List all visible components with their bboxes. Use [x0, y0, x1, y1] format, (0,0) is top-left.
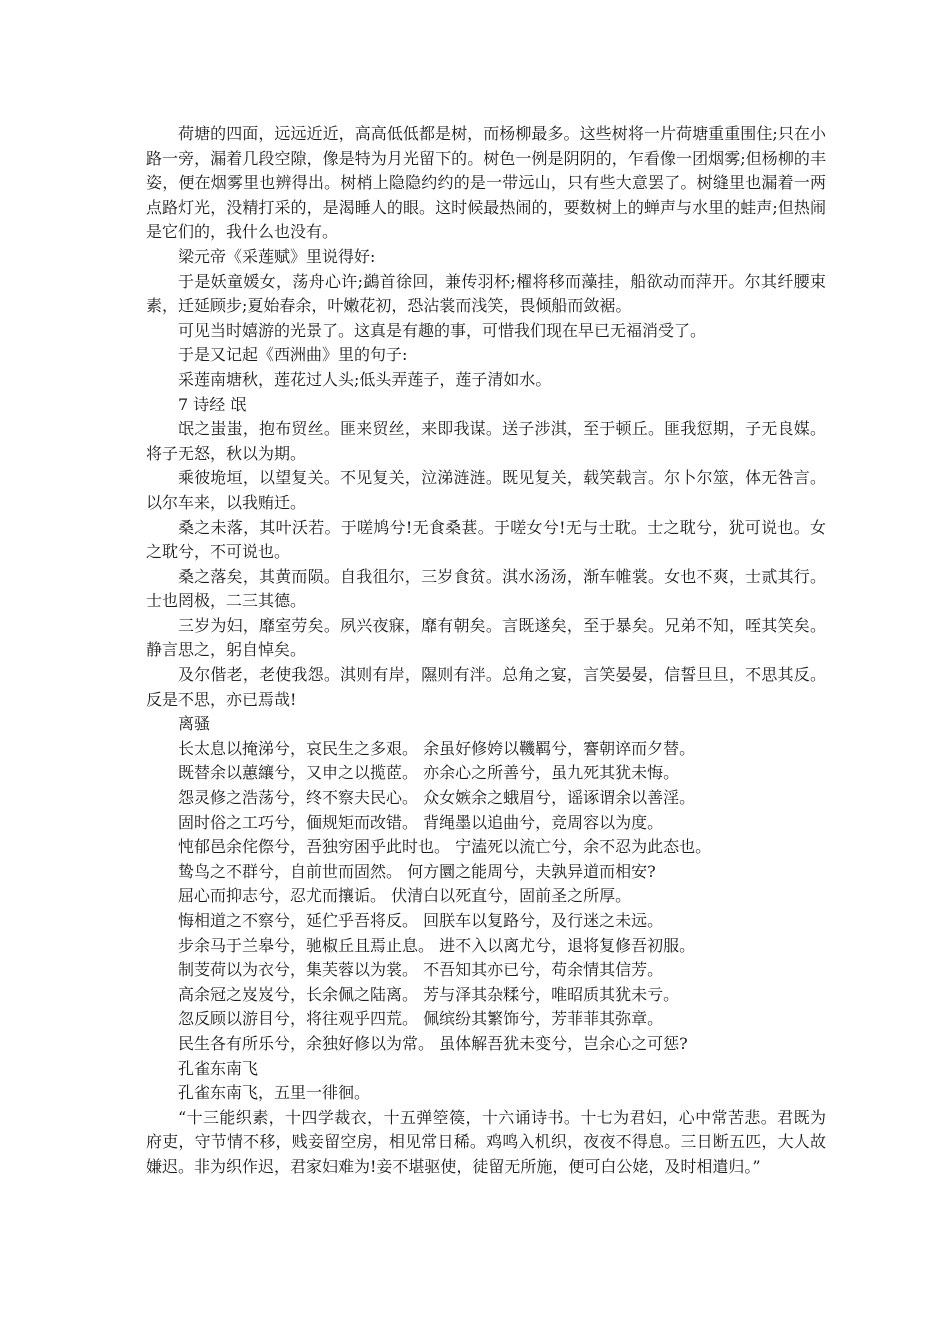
poem-line: 高余冠之岌岌兮，长余佩之陆离。 芳与泽其杂糅兮，唯昭质其犹未亏。 — [178, 984, 680, 1004]
poem-line: 民生各有所乐兮，余独好修以为常。 虽体解吾犹未变兮，岂余心之可惩? — [178, 1033, 688, 1053]
paragraph-keji: 可见当时嬉游的光景了。这真是有趣的事，可惜我们现在早已无福消受了。 — [178, 320, 707, 340]
poem-line: 长太息以掩涕兮，哀民生之多艰。 余虽好修姱以鞿羁兮，謇朝谇而夕替。 — [178, 738, 696, 758]
poem-line: 怨灵修之浩荡兮，终不察夫民心。 众女嫉余之蛾眉兮，谣诼谓余以善淫。 — [178, 788, 696, 808]
paragraph-xizhouqu-verse: 采莲南塘秋，莲花过人头;低头弄莲子，莲子清如水。 — [178, 369, 552, 389]
poem-stanza: 氓之蚩蚩，抱布贸丝。匪来贸丝，来即我谋。送子涉淇，至于顿丘。匪我愆期，子无良媒。将子无怒，秋以为期。 — [146, 419, 826, 463]
section-heading-lisao: 离骚 — [178, 714, 211, 734]
poem-stanza: 及尔偕老，老使我怨。淇则有岸，隰则有泮。总角之宴，言笑晏晏，信誓旦旦，不思其反。反是不思，亦已焉哉! — [146, 665, 826, 709]
section-heading-kongque: 孔雀东南飞 — [178, 1058, 259, 1078]
paragraph-xizhouqu-intro: 于是又记起《西洲曲》里的句子: — [178, 345, 408, 365]
poem-stanza: 三岁为妇，靡室劳矣。夙兴夜寐，靡有朝矣。言既遂矣，至于暴矣。兄弟不知，咥其笑矣。静言思之，躬自悼矣。 — [146, 615, 826, 660]
poem-line: 忽反顾以游目兮，将往观乎四荒。 佩缤纷其繁饰兮，芳菲菲其弥章。 — [178, 1009, 664, 1029]
poem-stanza: 桑之落矣，其黄而陨。自我徂尔，三岁食贫。淇水汤汤，渐车帷裳。女也不爽，士贰其行。士也罔极，二三其德。 — [146, 566, 826, 611]
poem-line: 鸷鸟之不群兮，自前世而固然。 何方圜之能周兮，夫孰异道而相安? — [178, 861, 656, 881]
poem-line: 固时俗之工巧兮，偭规矩而改错。 背绳墨以追曲兮，竞周容以为度。 — [178, 812, 664, 832]
paragraph-cailian-fu: 于是妖童媛女，荡舟心许;鷁首徐回，兼传羽杯;櫂将移而藻挂，船欲动而萍开。尔其纤腰束素，迁延顾步;夏始春余，叶嫩花初，恐沾裳而浅笑，畏倾船而敛裾。 — [146, 271, 826, 316]
document-body — [146, 122, 826, 1180]
poem-line: 孔雀东南飞，五里一徘徊。 — [178, 1083, 371, 1103]
poem-line: 制芰荷以为衣兮，集芙蓉以为裳。 不吾知其亦已兮，苟余情其信芳。 — [178, 960, 664, 980]
poem-line: 悔相道之不察兮，延伫乎吾将反。 回朕车以复路兮，及行迷之未远。 — [178, 911, 664, 930]
paragraph-lotus-trees: 荷塘的四面，远远近近，高高低低都是树，而杨柳最多。这些树将一片荷塘重重围住;只在小路一旁，漏着几段空隙，像是特为月光留下的。树色一例是阴阴的，乍看像一团烟雾;但杨柳的丰姿，便在烟雾里也辨得出。树梢上隐隐约约的是一带远山，只有些大意罢了。树缝里也漏着一两点路灯光，没精打采的，是渴睡人的眼。这时候最热闹的，要数树上的蝉声与水里的蛙声;但热闹是它们的，我什么也没有。 — [146, 124, 826, 242]
paragraph-liang-yuandi: 梁元帝《采莲赋》里说得好: — [178, 246, 376, 266]
poem-line: 屈心而抑志兮，忍尤而攘诟。 伏清白以死直兮，固前圣之所厚。 — [178, 886, 632, 906]
poem-stanza: 乘彼垝垣，以望复关。不见复关，泣涕涟涟。既见复关，载笑载言。尔卜尔筮，体无咎言。以尔车来，以我贿迁。 — [146, 468, 826, 512]
section-heading-meng: 7 诗经 氓 — [178, 394, 247, 414]
poem-line: 忳郁邑余侘傺兮，吾独穷困乎此时也。 宁溘死以流亡兮，余不忍为此态也。 — [178, 837, 712, 857]
poem-stanza: “十三能织素，十四学裁衣，十五弹箜篌，十六诵诗书。十七为君妇，心中常苦悲。君既为府吏，守节情不移，贱妾留空房，相见常日稀。鸡鸣入机织，夜夜不得息。三日断五匹，大人故嫌迟。非为织作迟，君家妇难为!妾不堪驱使，徒留无所施，便可白公姥，及时相遣归。” — [146, 1107, 826, 1176]
poem-line: 既替余以蕙纕兮，又申之以揽茝。 亦余心之所善兮，虽九死其犹未悔。 — [178, 763, 680, 783]
poem-line: 步余马于兰皋兮，驰椒丘且焉止息。 进不入以离尤兮，退将复修吾初服。 — [178, 935, 696, 955]
poem-stanza: 桑之未落，其叶沃若。于嗟鸠兮!无食桑葚。于嗟女兮!无与士耽。士之耽兮，犹可说也。女之耽兮，不可说也。 — [146, 517, 826, 562]
